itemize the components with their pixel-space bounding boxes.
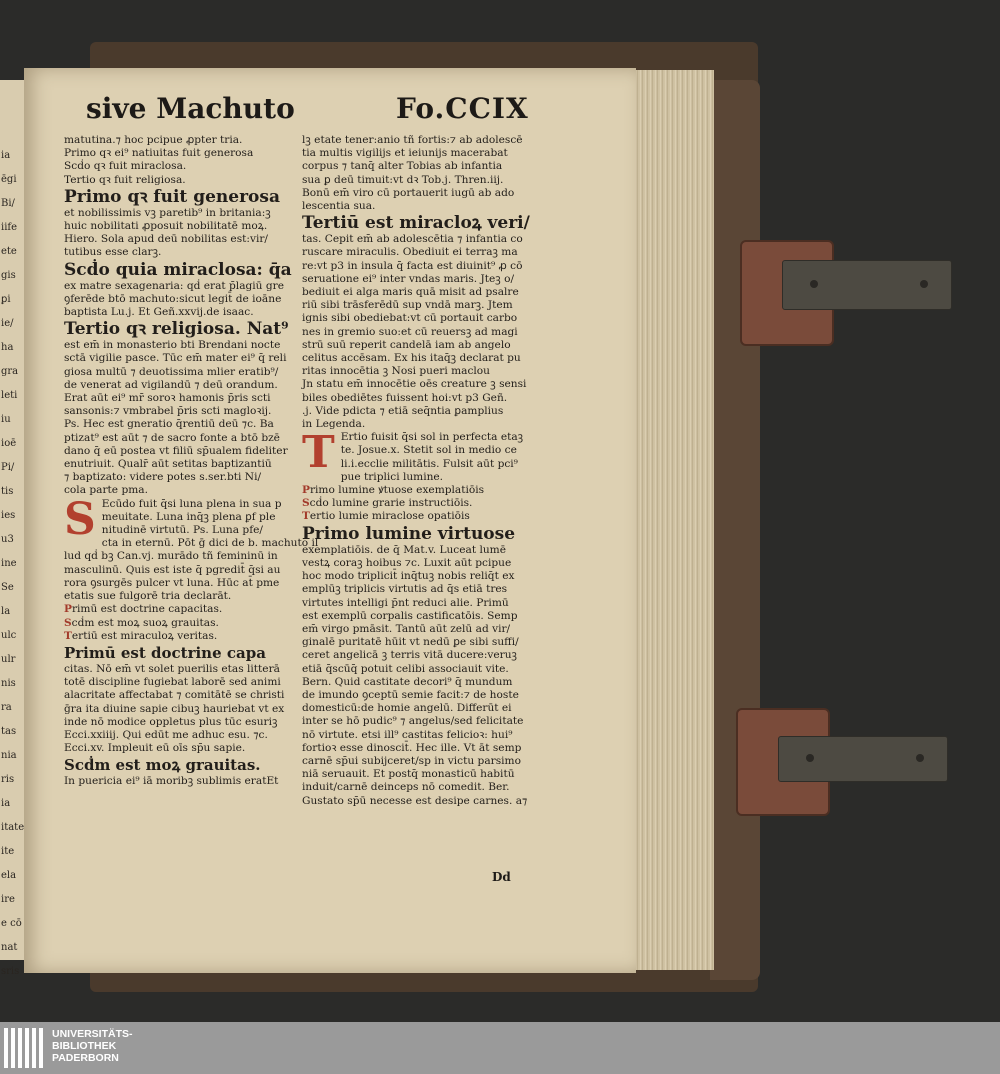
text-line: seruatione ei⁹ inter vndas maris. Jteꝫ o/ bbox=[302, 272, 515, 285]
left-page-fragment: ete bbox=[1, 246, 17, 257]
left-page-fragment: ine bbox=[1, 558, 17, 569]
text-block bbox=[64, 280, 294, 320]
left-page-fragment: ia bbox=[1, 150, 11, 161]
rubric-list bbox=[302, 484, 542, 524]
text-line: masculinū. Quis est iste q̄ pgredit̄ q̄si au bbox=[64, 563, 281, 576]
text-line: celitus accēsam. Ex his itaq̄ꝫ declarat pu bbox=[302, 352, 521, 365]
text-line: matutina.⁊ hoc pcipue ꝓpter tria. bbox=[64, 134, 243, 146]
text-line: carnē sp̄ui subijceret/sp in victu parsimo bbox=[302, 754, 521, 767]
clasp-rivet bbox=[806, 754, 814, 762]
text-line: ignis sibi obediebat:vt cū portauit carbo bbox=[302, 312, 518, 325]
running-head-left: sive Machuto bbox=[86, 92, 295, 125]
text-line: biles obediētes fuissent hoi:vt p3 Geñ. bbox=[302, 391, 508, 404]
left-page-fragment: sris bbox=[1, 966, 20, 977]
text-line: re:vt p3 in insula q̄ facta est diuinit⁹ ꝓ cō bbox=[302, 259, 523, 272]
rubricated-letter: S bbox=[302, 497, 310, 510]
text-line: est exemplū corpalis castificatōis. Semp bbox=[302, 609, 518, 622]
left-page-fragment: itate bbox=[1, 822, 25, 833]
text-line: rora ꝯsurgēs pulcer vt luna. Hūc at̄ pme bbox=[64, 576, 280, 589]
text-line: virtutes intelligi p̄nt reduci alie. Primū bbox=[302, 596, 509, 609]
folio-number: Fo.CCIX bbox=[396, 92, 529, 125]
text-block bbox=[302, 233, 542, 431]
text-line: Ecci.xv. Impleuit eū oīs sp̄u sapie. bbox=[64, 742, 246, 755]
text-line: est em̄ in monasterio bti Brendani nocte bbox=[64, 339, 281, 352]
text-line: alacritate affectabat ⁊ comitātē se christi bbox=[64, 689, 285, 702]
text-line: exemplatiōis. de q̄ Mat.v. Luceat lumē bbox=[302, 543, 506, 556]
text-line: bediuit ei alga maris quā misit ad psalre bbox=[302, 286, 519, 299]
left-page-fragment: u3 bbox=[1, 534, 14, 545]
text-line: giosa multū ⁊ deuotissima mlier eratib⁹/ bbox=[64, 365, 279, 378]
text-line: te. Josue.x. Stetit sol in medio ce bbox=[340, 444, 517, 457]
text-line: Gustato sp̄ū necesse est desipe carnes. a⁊ bbox=[302, 794, 528, 807]
text-line: lud qḋ bꝫ Can.vj. murādo tñ femininū in bbox=[64, 550, 278, 563]
text-block bbox=[64, 134, 294, 187]
text-line: dano q̄ eū postea vt filiū sp̄ualem fideliter bbox=[64, 444, 288, 457]
text-line: ⁊ baptizato: videre potes s.ser.bti Ni/ bbox=[64, 471, 262, 484]
text-line: cola parte pma. bbox=[64, 484, 148, 497]
text-line: baptista Lu.j. Et Geñ.xxvij.de isaac. bbox=[64, 306, 254, 319]
text-line: fortioꝛ esse dinoscit̄. Hec ille. Vt āt semp bbox=[302, 741, 522, 754]
lower-clasp bbox=[736, 708, 956, 818]
paragraph-with-initial bbox=[302, 427, 542, 484]
text-line: riū sibi trāsferēdū sup vndā marꝫ. Jtem bbox=[302, 299, 513, 312]
text-line: lescentia sua. bbox=[302, 200, 376, 213]
rubric-list-item: Primū est doctrine capacitas. bbox=[64, 603, 223, 616]
text-line: tas. Cepit em̄ ab adolescētia ⁊ infantia co bbox=[302, 233, 523, 246]
left-page-fragment: nis bbox=[1, 678, 16, 689]
section-heading: Primo lumine virtuose bbox=[302, 523, 516, 544]
text-line: lꝫ etate tener:anio tñ fortis:⁊ ab adolescē bbox=[302, 134, 523, 146]
left-page-fragment: ire bbox=[1, 894, 15, 905]
text-line: Jn statu em̄ innocētie oēs creature ꝫ sensi bbox=[302, 378, 527, 391]
text-line: Tertio qꝛ fuit religiosa. bbox=[64, 173, 186, 186]
left-text-column bbox=[64, 134, 319, 789]
text-line: ex matre sexagenaria: qḋ erat p̄lagiū gre bbox=[64, 279, 284, 292]
library-name-line: UNIVERSITÄTS- bbox=[52, 1028, 133, 1040]
text-line: de venerat ad vigilandū ⁊ deū orandum. bbox=[64, 378, 278, 391]
left-page-fragment: ra bbox=[1, 702, 12, 713]
text-line: Hiero. Sola apud deū nobilitas est:vir/ bbox=[64, 233, 268, 246]
text-line: in Legenda. bbox=[302, 418, 366, 431]
library-footer-bar bbox=[0, 1022, 1000, 1074]
left-page-fragment: nia bbox=[1, 750, 17, 761]
text-line: totē discipline fugiebat laborē sed animi bbox=[64, 676, 281, 689]
left-page-fragment: iife bbox=[1, 222, 18, 233]
book-fore-edge-cover bbox=[710, 80, 760, 980]
section-heading: Primo qꝛ fuit generosa bbox=[64, 186, 280, 207]
text-block bbox=[64, 339, 294, 497]
left-page-fragment: ioē bbox=[1, 438, 17, 449]
text-block bbox=[64, 663, 294, 755]
left-page-fragment: ie/ bbox=[1, 318, 14, 329]
text-line: niā seruauit. Et postq̄ monasticū habitū bbox=[302, 768, 515, 781]
text-line: pue triplici lumine. bbox=[340, 470, 444, 483]
left-page-fragment: ulc bbox=[1, 630, 17, 641]
left-page-fragment: nat bbox=[1, 942, 18, 953]
rubric-list-item: Tertio lumie miraclose opatiōis bbox=[302, 510, 470, 523]
left-page-fragment: gis bbox=[1, 270, 16, 281]
text-line: em̄ virgo pmāsit. Tantū aūt zelū ad vir/ bbox=[302, 622, 511, 635]
book-page bbox=[24, 68, 636, 973]
text-line: ruscare miraculis. Obediuit ei terraꝫ ma bbox=[302, 246, 518, 259]
text-line: Bonū em̄ viro cū portauerit iugū ab ado bbox=[302, 186, 515, 199]
clasp-rivet bbox=[810, 280, 818, 288]
left-page-edge bbox=[0, 80, 27, 977]
text-line: .j. Vide pdicta ⁊ etiā seq̄ntia ꝑamplius bbox=[302, 404, 504, 417]
library-logo-icon bbox=[4, 1028, 43, 1068]
text-line: enutriuit. Qualr̄ aūt setitas baptizantiū bbox=[64, 458, 272, 471]
rubricated-letter: T bbox=[64, 629, 72, 642]
text-line: sua ꝑ deū timuit:vt dꝛ Tob.j. Thren.iij. bbox=[302, 173, 504, 186]
rubricated-letter: P bbox=[302, 484, 310, 497]
left-page-fragment: Pi/ bbox=[1, 462, 15, 473]
right-text-column bbox=[302, 134, 542, 808]
library-name-line: BIBLIOTHEK bbox=[52, 1040, 117, 1052]
text-line: Scḋo qꝛ fuit miraclosa. bbox=[64, 160, 187, 173]
text-line: vestꝝ coraꝫ hoibus ⁊c. Luxit aūt pcipue bbox=[302, 556, 512, 569]
text-line: nitudinē virtutū. Ps. Luna pfe/ bbox=[101, 524, 263, 537]
text-line: ginalē puritatē hūit vt nedū ꝑe sibi suffi/ bbox=[302, 636, 519, 649]
text-line: Ecci.xxiiij. Qui edūt me adhuc esu. ⁊c. bbox=[64, 728, 268, 741]
text-line: et nobilissimis vꝫ paretib⁹ in britania:ꝫ bbox=[64, 206, 271, 219]
text-line: induit/carnē deinceps nō comedit. Ber. bbox=[302, 781, 510, 794]
section-heading: Primū est doctrine capa bbox=[64, 643, 266, 662]
rubric-list-item: Scḋm est moꝝ suoꝝ grauitas. bbox=[64, 616, 219, 629]
text-line: Erat aūt ei⁹ mr̄ soroꝛ hamonis p̄ris scti bbox=[64, 392, 271, 405]
left-page-fragment: ha bbox=[1, 342, 14, 353]
left-page-fragment: tis bbox=[1, 486, 14, 497]
section-heading: Scḋo quia miraclosa: q̄a bbox=[64, 259, 292, 280]
left-page-fragment: la bbox=[1, 606, 11, 617]
text-line: de imundo ꝯceptū semie facit:⁊ de hoste bbox=[302, 688, 519, 701]
left-page-fragment: tas bbox=[1, 726, 17, 737]
text-line: strū suū reperit candelā iam ab angelo bbox=[302, 338, 511, 351]
text-line: inter se hō pudic⁹ ⁊ angelus/sed felicitate bbox=[302, 715, 524, 728]
text-line: domesticū:de homie angelū. Differūt ei bbox=[302, 702, 512, 715]
text-block bbox=[302, 427, 542, 484]
clasp-rivet bbox=[920, 280, 928, 288]
text-block bbox=[64, 493, 319, 604]
upper-clasp bbox=[740, 240, 960, 350]
text-line: citas. Nō em̄ vt solet puerilis etas litterā bbox=[64, 662, 280, 675]
text-line: tia multis vigilijs et ieiunijs macerabat bbox=[302, 147, 508, 160]
rubricated-letter: S bbox=[64, 616, 72, 629]
text-line: ḡra ita diuine sapie cibuꝫ hauriebat vt ex bbox=[64, 702, 285, 715]
catchword: Dd bbox=[492, 870, 511, 884]
text-line: ptizat⁹ est aūt ⁊ de sacro fonte a btō bzē bbox=[64, 431, 280, 444]
rubricated-initial: T bbox=[302, 427, 335, 479]
text-line: nō virtute. etsi ill⁹ castitas felicioꝛ: hui⁹ bbox=[302, 728, 513, 741]
left-page-fragment: gra bbox=[1, 366, 19, 377]
text-line: Ps. Hec est gneratio q̄rentiū deū ⁊c. Ba bbox=[64, 418, 274, 431]
text-line: emplūꝫ triplicis virtutis ad q̄s etiā tres bbox=[302, 583, 508, 596]
rubricated-letter: T bbox=[302, 510, 310, 523]
rubricated-letter: P bbox=[64, 603, 72, 616]
text-block bbox=[64, 775, 294, 788]
text-line: huic nobilitati ꝓposuit nobilitatē moꝝ. bbox=[64, 220, 268, 233]
left-page-fragment: ite bbox=[1, 846, 15, 857]
clasp-rivet bbox=[916, 754, 924, 762]
left-page-fragment: iu bbox=[1, 414, 11, 425]
text-line: cta in eternū. Pōt ḡ dici de b. machuto il bbox=[101, 537, 319, 550]
page-block-edges bbox=[634, 70, 714, 970]
rubric-list-item: Primo lumine ꝟtuose exemplatiōis bbox=[302, 484, 485, 497]
text-block bbox=[302, 544, 542, 808]
text-line: tutibus esse clarꝫ. bbox=[64, 246, 162, 259]
text-line: corpus ⁊ tanq̄ alter Tobias ab infantia bbox=[302, 160, 503, 173]
text-block bbox=[64, 207, 294, 260]
section-heading: Tertiū est miracloꝝ veri/ bbox=[302, 213, 530, 234]
text-line: Ecūdo fuit q̄si luna plena in sua p bbox=[101, 497, 282, 510]
text-line: Bern. Quid castitate decori⁹ q̄ mundum bbox=[302, 675, 513, 688]
text-line: ꝯferēde btō machuto:sicut legit̄ de ioāne bbox=[64, 292, 282, 305]
left-page-fragment: ꝑi bbox=[1, 294, 11, 305]
left-page-fragment: ris bbox=[1, 774, 15, 785]
left-page-fragment: ulr bbox=[1, 654, 16, 665]
text-line: ceret angelicā ꝫ terris vitā ducere:veruꝫ bbox=[302, 649, 517, 662]
text-line: etiā q̄scūq̄ potuit celibi associauit vite. bbox=[302, 662, 509, 675]
text-line: nes in gremio suo:et cū reuersꝫ ad magi bbox=[302, 325, 518, 338]
left-page-fragment: ela bbox=[1, 870, 17, 881]
text-block bbox=[302, 134, 542, 213]
library-name bbox=[52, 1028, 133, 1064]
text-line: hoc modo triplicit̄ inq̄tuꝫ nobis reliq̄t ex bbox=[302, 570, 515, 583]
left-page-fragment: e cō bbox=[1, 918, 22, 929]
text-line: meuitate. Luna inq̄ꝫ plena ꝑf ple bbox=[101, 510, 276, 523]
text-line: sansonis:⁊ vmbrabel p̄ris scti magloꝛij. bbox=[64, 405, 272, 418]
rubricated-initial: S bbox=[64, 493, 96, 545]
text-line: sctā vigilie pasce. Tūc em̄ mater ei⁹ q̄ reli bbox=[64, 352, 287, 365]
text-line: Ertio fuisit q̄si sol in perfecta etaꝫ bbox=[340, 431, 524, 444]
section-heading: Tertio qꝛ religiosa. Nat⁹ bbox=[64, 319, 289, 340]
rubric-list-item: Scḋo lumine grarie instructiōis. bbox=[302, 497, 473, 510]
left-page-fragment: ia bbox=[1, 798, 11, 809]
left-page-fragment: ēgi bbox=[1, 174, 17, 185]
section-heading: Scḋm est moꝝ grauitas. bbox=[64, 756, 261, 775]
text-line: ritas innocētia ꝫ Nosi pueri maclou bbox=[302, 365, 490, 378]
rubric-list bbox=[64, 603, 294, 643]
text-line: li.i.ecclie militātis. Fulsit aūt pci⁹ bbox=[340, 457, 518, 470]
left-page-fragment: leti bbox=[1, 390, 18, 401]
text-line: In puericia ei⁹ iā moribꝫ sublimis eratEt bbox=[64, 775, 279, 788]
left-page-fragment: Bi/ bbox=[1, 198, 15, 209]
text-line: Primo qꝛ ei⁹ natiuitas fuit generosa bbox=[64, 147, 254, 160]
paragraph-with-initial bbox=[64, 493, 319, 604]
text-line: etatis sue fulgorē tria declarāt. bbox=[64, 590, 232, 603]
text-line: inde nō modice oppletus plus tūc esuriꝫ bbox=[64, 715, 278, 728]
left-page-fragment: Se bbox=[1, 582, 14, 593]
left-page-fragment: ies bbox=[1, 510, 16, 521]
rubric-list-item: Tertiū est miraculoꝝ veritas. bbox=[64, 629, 218, 642]
library-name-line: PADERBORN bbox=[52, 1052, 119, 1064]
